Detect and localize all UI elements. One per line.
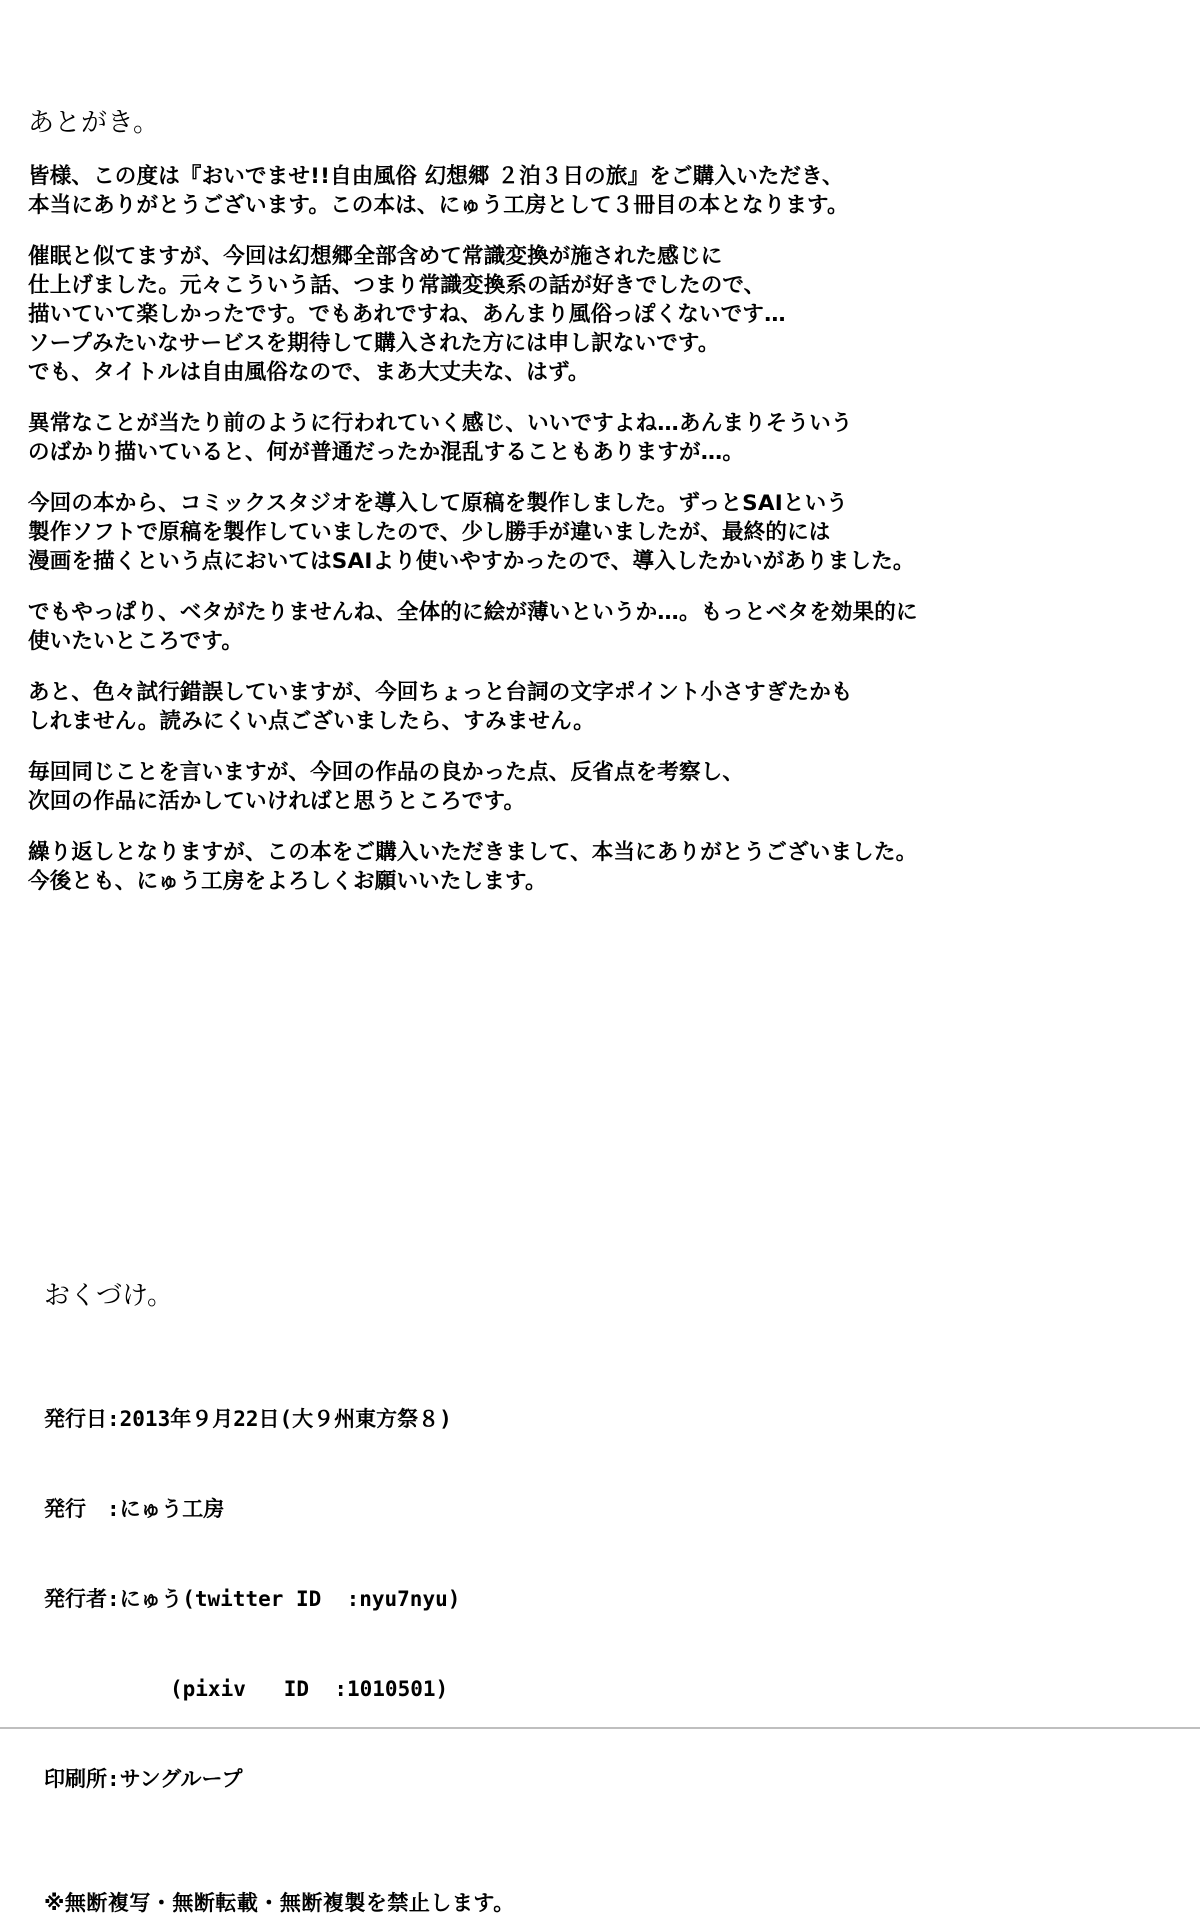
afterword-line: 漫画を描くという点においてはSAIより使いやすかったので、導入したかいがありました。 [28,549,915,574]
afterword-line: 皆様、この度は『おいでませ!!自由風俗 幻想郷 ２泊３日の旅』をご購入いただき、 [28,164,844,189]
afterword-line: 今回の本から、コミックスタジオを導入して原稿を製作しました。ずっとSAIという [28,491,848,516]
colophon-publish-date: 発行日:2013年９月22日(大９州東方祭８) [44,1407,452,1431]
afterword-paragraph [28,162,1128,220]
afterword-line: 繰り返しとなりますが、この本をご購入いただきまして、本当にありがとうございました。 [28,840,918,865]
page-bottom-divider [0,1727,1200,1729]
afterword-heading: あとがき。 [28,108,160,138]
afterword-paragraph [28,489,1128,576]
afterword-line: 仕上げました。元々こういう話、つまり常識変換系の話が好きでしたので、 [28,273,766,298]
copyright-notice: ※無断複写・無断転載・無断複製を禁止します。 [44,1891,515,1915]
colophon-author-pixiv: (pixiv ID :1010501) [44,1677,449,1701]
afterword-section [28,106,1128,896]
colophon-publisher: 発行 :にゅう工房 [44,1497,225,1521]
afterword-line: あと、色々試行錯誤していますが、今回ちょっと台詞の文字ポイント小さすぎたかも [28,680,853,705]
afterword-line: ソープみたいなサービスを期待して購入された方には申し訳ないです。 [28,331,720,356]
afterword-line: 使いたいところです。 [28,629,244,654]
afterword-line: でもやっぱり、ベタがたりませんね、全体的に絵が薄いというか…。もっとベタを効果的に [28,600,918,625]
colophon-heading: おくづけ。 [44,1281,173,1311]
afterword-line: のばかり描いていると、何が普通だったか混乱することもありますが…。 [28,440,745,465]
afterword-line: 本当にありがとうございます。この本は、にゅう工房として３冊目の本となります。 [28,193,849,218]
afterword-paragraph [28,758,1128,816]
afterword-line: 催眠と似てますが、今回は幻想郷全部含めて常識変換が施された感じに [28,244,723,269]
afterword-line: 描いていて楽しかったです。でもあれですね、あんまり風俗っぽくないです… [28,302,786,327]
afterword-line: 製作ソフトで原稿を製作していましたので、少し勝手が違いましたが、最終的には [28,520,831,545]
afterword-paragraph [28,242,1128,387]
afterword-line: 毎回同じことを言いますが、今回の作品の良かった点、反省点を考察し、 [28,760,745,785]
afterword-line: 今後とも、にゅう工房をよろしくお願いいたします。 [28,869,547,894]
afterword-line: しれません。読みにくい点ございましたら、すみません。 [28,709,595,734]
afterword-paragraph [28,838,1128,896]
afterword-paragraph [28,678,1128,736]
colophon-details [44,1344,1144,1854]
afterword-paragraph [28,409,1128,467]
afterword-line: でも、タイトルは自由風俗なので、まあ大丈夫な、はず。 [28,360,590,385]
colophon-printer: 印刷所:サングループ [44,1767,243,1791]
afterword-line: 異常なことが当たり前のように行われていく感じ、いいですよね…あんまりそういう [28,411,853,436]
afterword-line: 次回の作品に活かしていければと思うところです。 [28,789,526,814]
colophon-section [44,1278,1144,1918]
colophon-author-twitter: 発行者:にゅう(twitter ID :nyu7nyu) [44,1587,461,1611]
afterword-paragraph [28,598,1128,656]
